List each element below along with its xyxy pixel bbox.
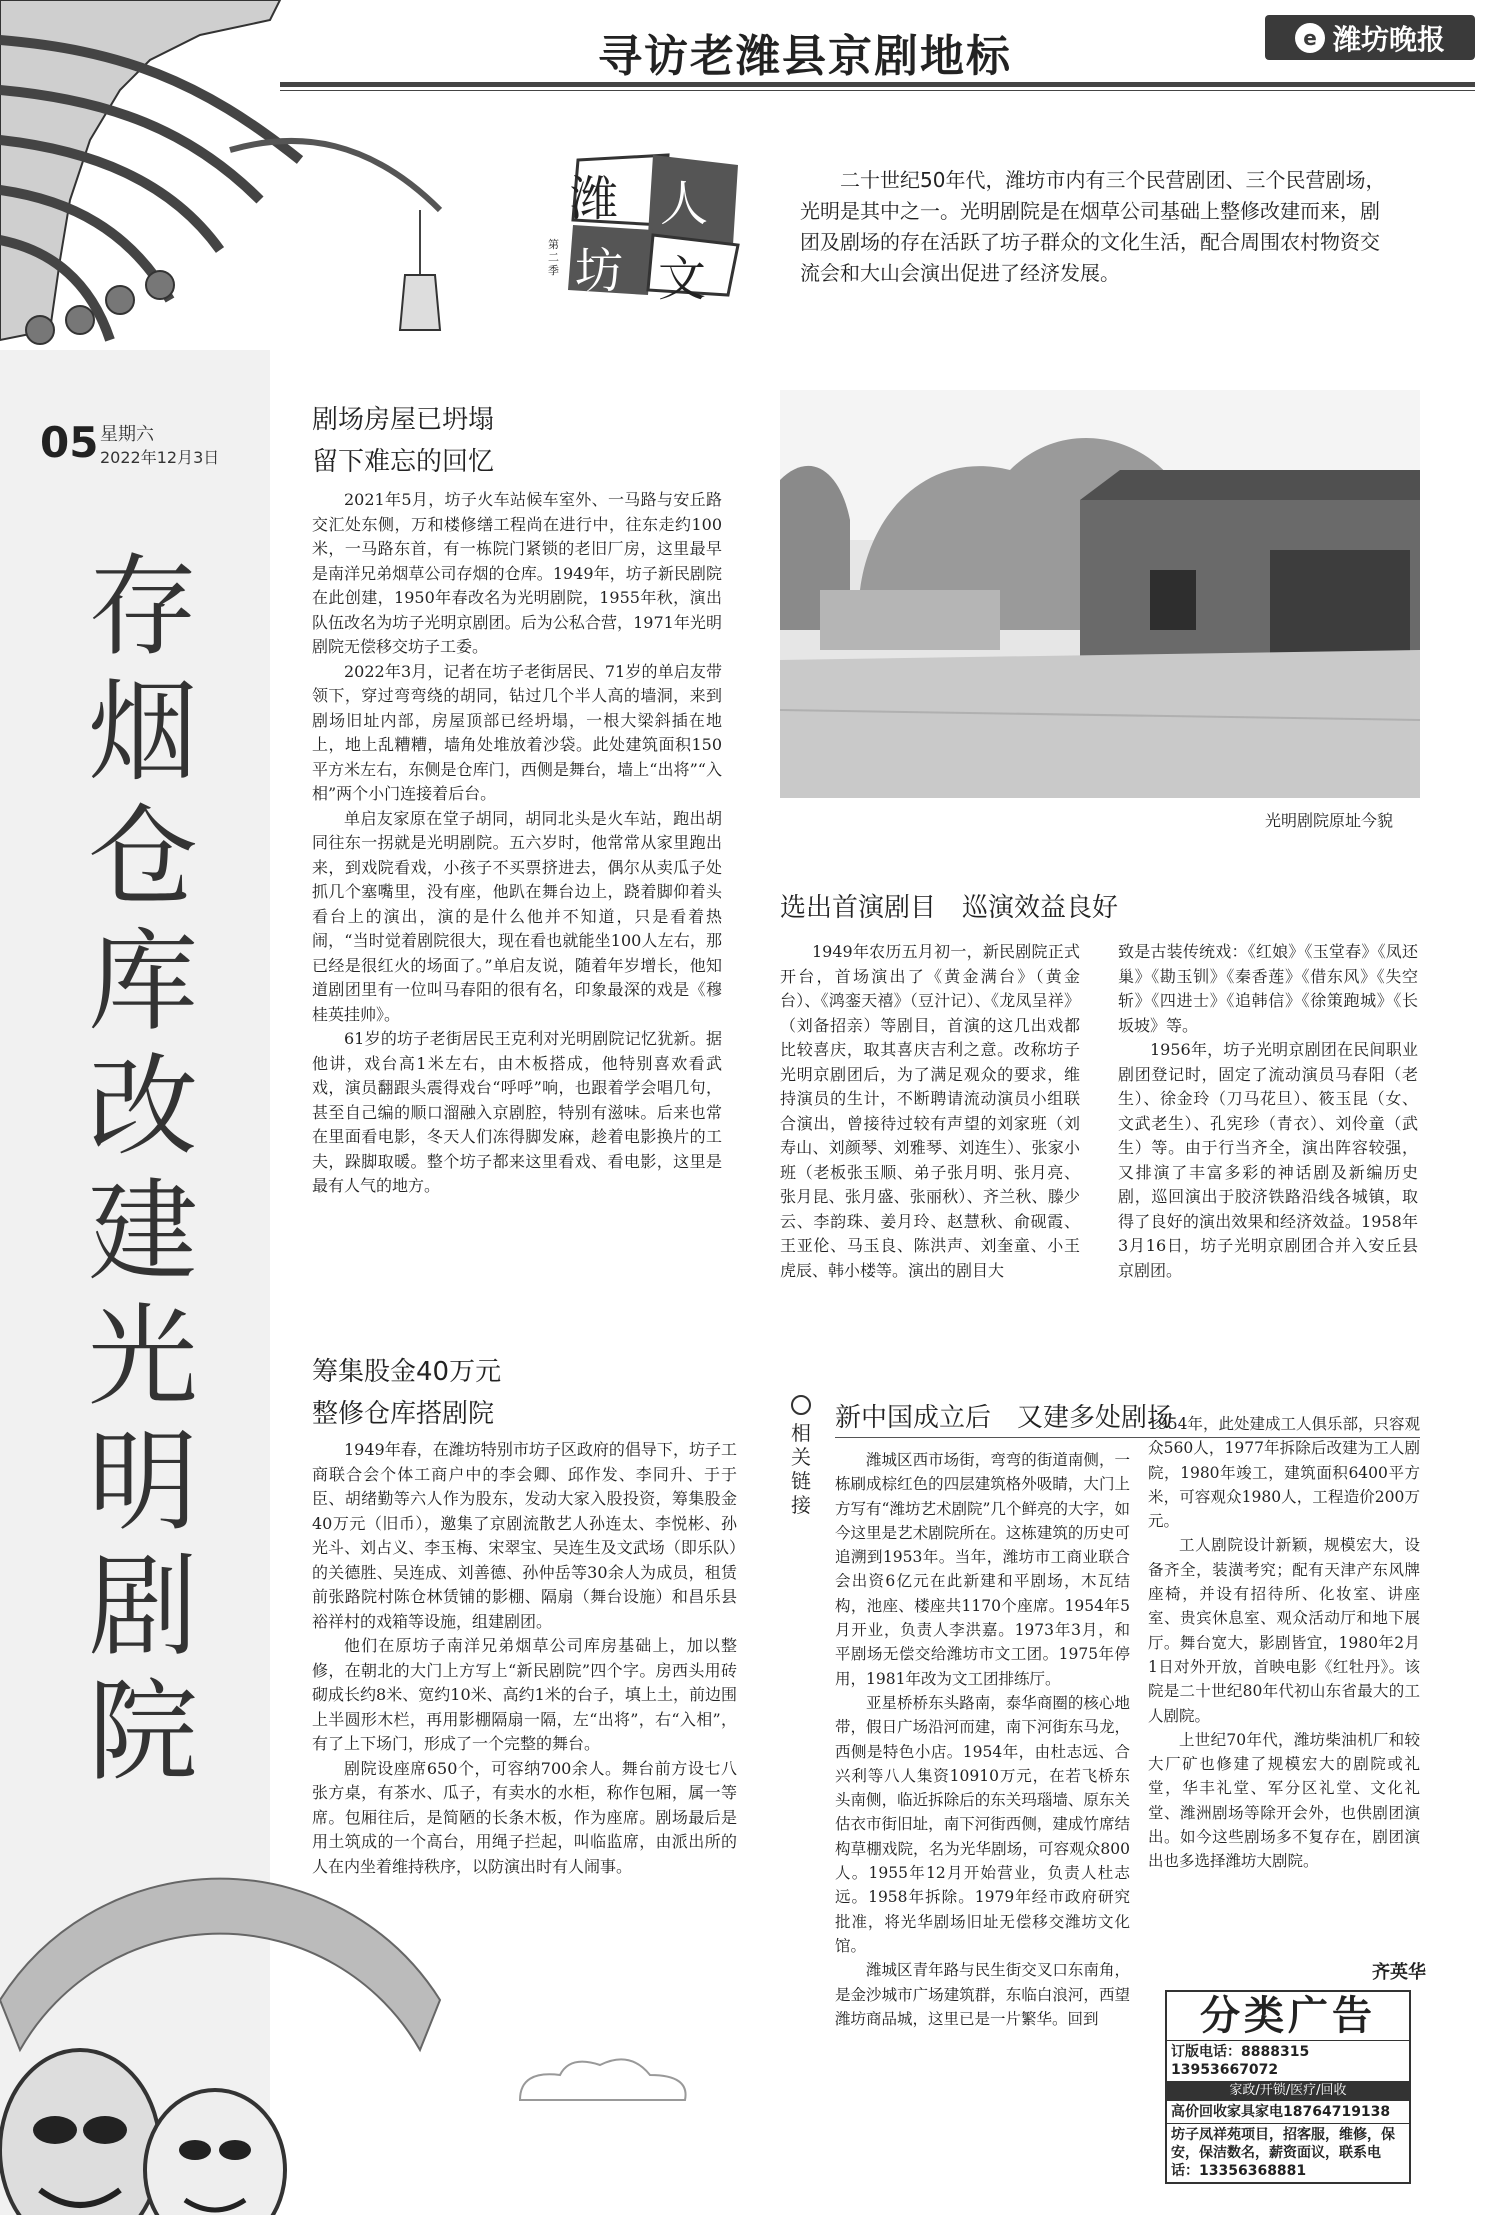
headline-char: 改 bbox=[88, 1043, 198, 1171]
section2-heading-line2: 整修仓库搭剧院 bbox=[312, 1399, 495, 1429]
cloud-ornament bbox=[510, 2050, 700, 2120]
opera-mask-illustration bbox=[0, 1850, 460, 2215]
related-col2 bbox=[1148, 1412, 1420, 1874]
related-link-char: 相 bbox=[791, 1421, 811, 1445]
column-logo-char: 潍 bbox=[570, 171, 619, 227]
paragraph: 工人剧院设计新颖，规模宏大，设备齐全，装潢考究；配有天津产东风牌座椅，并设有招待所、化妆室、讲座室、贵宾休息室、观众活动厅和地下展厅。舞台宽大，影剧皆宜，1980年2月1日对外开放，首映电影《红牡丹》。该院是二十世纪80年代初山东省最大的工人剧院。 bbox=[1148, 1536, 1420, 1725]
ad-title: 分类广告 bbox=[1200, 1993, 1376, 2039]
paragraph: 1956年，坊子光明京剧团在民间职业剧团登记时，固定了流动演员马春阳（老生）、徐金玲（刀马花旦）、筱玉昆（女、文武老生）、孔宪珍（青衣）、刘伶童（武生）等。由于行当齐全，演出阵容较强，又排演了丰富多彩的神话剧及新编历史剧，巡回演出于胶济铁路沿线各城镇，取得了良好的演出效果和经济效益。1958年3月16日，坊子光明京剧团合并入安丘县京剧团。 bbox=[1118, 1040, 1418, 1280]
paragraph: 单启友家原在堂子胡同，胡同北头是火车站，跑出胡同往东一拐就是光明剧院。五六岁时，他常常从家里跑出来，到戏院看戏，小孩子不买票挤进去，偶尔从卖瓜子处抓几个塞嘴里，没有座，他趴在舞台边上，跷着脚仰着头看台上的演出，演的是什么他并不知道，只是看着热闹，“当时觉着剧院很大，现在看也就能坐100人左右，那已经是很红火的场面了。”单启友说，随着年岁增长，他知道剧团里有一位叫马春阳的很有名，印象最深的戏是《穆桂英挂帅》。 bbox=[312, 808, 722, 1024]
section2-body bbox=[312, 1438, 737, 1879]
main-headline bbox=[68, 545, 218, 1795]
logo-e-icon: e bbox=[1295, 23, 1325, 53]
paragraph: 2021年5月，坊子火车站候车室外、一马路与安丘路交汇处东侧，万和楼修缮工程尚在进行中，往东走约100米，一马路东首，有一栋院门紧锁的老旧厂房，这里最早是南洋兄弟烟草公司存烟的仓库。1949年，坊子新民剧院在此创建，1950年春改名为光明剧院，1955年秋，演出队伍改名为坊子光明京剧团。后为公私合营，1971年光明剧院无偿移交坊子工委。 bbox=[312, 490, 722, 656]
section2-heading-line1: 筹集股金40万元 bbox=[312, 1357, 502, 1387]
paragraph: 潍城区青年路与民生街交叉口东南角，是金沙城市广场建筑群，东临白浪河，西望潍坊商品城，这里已是一片繁华。回到 bbox=[835, 1961, 1130, 2028]
author-byline: 齐英华 bbox=[1372, 1962, 1426, 1983]
related-link-char: 链 bbox=[791, 1469, 811, 1493]
paragraph: 剧院设座席650个，可容纳700余人。舞台前方设七八张方桌，有茶水、瓜子，有卖水的水柜，称作包厢，属一等席。包厢往后，是简陋的长条木板，作为座席。剧场最后是用土筑成的一个高台，用绳子拦起，叫临监席，由派出所的人在内坐着维持秩序，以防演出时有人闹事。 bbox=[312, 1758, 737, 1876]
related-heading: 新中国成立后 又建多处剧场 bbox=[835, 1403, 1174, 1433]
section1-heading-line1: 剧场房屋已坍塌 bbox=[312, 405, 495, 435]
weekday: 星期六 bbox=[100, 424, 154, 445]
section-banner-title: 寻访老潍县京剧地标 bbox=[598, 31, 1012, 82]
ad-categories bbox=[1167, 2081, 1409, 2101]
ad-hotline: 订版电话：8888315 13953667072 bbox=[1167, 2040, 1409, 2081]
paragraph: 1949年春，在潍坊特别市坊子区政府的倡导下，坊子工商联合会个体工商户中的李会卿、邱作发、李同升、于于臣、胡绪勤等六人作为股东，发动大家入股投资，筹集股金40万元（旧币），邀集了京剧流散艺人孙连太、李悦彬、孙光斗、刘占义、李玉梅、宋翠宝、吴连生及文武场（即乐队）的关德胜、吴连成、刘善德、孙仲岳等30余人为成员，租赁前张路院村陈仓林赁铺的影棚、隔扇（舞台设施）和昌乐县裕祥村的戏箱等设施，组建剧团。 bbox=[312, 1440, 737, 1631]
roof-eave-illustration bbox=[0, 0, 460, 360]
headline-char: 库 bbox=[88, 918, 198, 1046]
related-link-char: 关 bbox=[791, 1445, 811, 1469]
related-link-char: 接 bbox=[791, 1493, 811, 1517]
page-number: 05 bbox=[40, 418, 99, 467]
headline-char: 剧 bbox=[88, 1543, 198, 1671]
related-col1 bbox=[835, 1448, 1130, 2031]
headline-char: 建 bbox=[88, 1168, 198, 1296]
newspaper-logo-text: 潍坊晚报 bbox=[1332, 22, 1445, 56]
paragraph: 致是古装传统戏：《红娘》《玉堂春》《凤还巢》《勘玉钏》《秦香莲》《借东风》《失空斩》《四进士》《追韩信》《徐策跑城》《长坂坡》等。 bbox=[1118, 942, 1418, 1035]
issue-date: 2022年12月3日 bbox=[100, 448, 220, 467]
headline-char: 明 bbox=[88, 1418, 198, 1546]
column-logo-char: 文 bbox=[658, 251, 707, 307]
paragraph: 潍城区西市场街，弯弯的街道南侧，一栋刷成棕红色的四层建筑格外吸睛，大门上方写有“潍坊艺术剧院”几个鲜亮的大字，如今这里是艺术剧院所在。这栋建筑的历史可追溯到1953年。当年，潍坊市工商业联合会出资6亿元在此新建和平剧场，木瓦结构，池座、楼座共1170个座席。1954年5月开业，负责人李洪嘉。1973年3月，和平剧场无偿交给潍坊市文工团。1975年停用，1981年改为文工团排练厅。 bbox=[835, 1451, 1130, 1688]
column-logo-char: 人 bbox=[660, 176, 709, 232]
paragraph: 上世纪70年代，潍坊柴油机厂和较大厂矿也修建了规模宏大的剧院或礼堂，华丰礼堂、军分区礼堂、文化礼堂、潍洲剧场等除开会外，也供剧团演出。如今这些剧场多不复存在，剧团演出也多选择潍坊大剧院。 bbox=[1148, 1730, 1420, 1871]
theater-site-photo bbox=[780, 390, 1420, 798]
photo-caption: 光明剧院原址今貌 bbox=[1265, 811, 1394, 830]
column-logo-char: 坊 bbox=[575, 243, 624, 299]
headline-char: 仓 bbox=[88, 793, 198, 921]
ad-line1: 高价回收家具家电18764719138 bbox=[1171, 2104, 1391, 2120]
ad-line2: 坊子凤祥苑项目，招客服，维修，保安，保洁数名，薪资面议，联系电话：13356368881 bbox=[1167, 2123, 1409, 2182]
newspaper-logo bbox=[1265, 15, 1475, 60]
column-logo-season: 第二季 bbox=[548, 238, 559, 277]
paragraph: 2022年3月，记者在坊子老街居民、71岁的单启友带领下，穿过弯弯绕的胡同，钻过几个半人高的墙洞，来到剧场旧址内部，房屋顶部已经坍塌，一根大梁斜插在地上，地上乱糟糟，墙角处堆放着沙袋。此处建筑面积150平方米左右，东侧是仓库门，西侧是舞台，墙上“出将”“入相”两个小门连接着后台。 bbox=[312, 661, 722, 803]
ad-categories-text: 家政/开锁/医疗/回收 bbox=[1229, 2083, 1347, 2098]
section3-heading: 选出首演剧目 巡演效益良好 bbox=[780, 893, 1119, 923]
section1-body bbox=[312, 488, 722, 1199]
headline-char: 院 bbox=[88, 1668, 198, 1796]
headline-char: 存 bbox=[88, 543, 198, 671]
article-intro: 二十世纪50年代，潍坊市内有三个民营剧团、三个民营剧场，光明是其中之一。光明剧院是在烟草公司基础上整修改建而来，剧团及剧场的存在活跃了坊子群众的文化生活，配合周围农村物资交流会和大山会演出促进了经济发展。 bbox=[800, 168, 1386, 285]
circle-icon bbox=[791, 1395, 811, 1415]
section3-col2 bbox=[1118, 940, 1418, 1283]
header-rule-thin bbox=[280, 90, 1475, 91]
headline-char: 光 bbox=[88, 1293, 198, 1421]
paragraph: 61岁的坊子老街居民王克利对光明剧院记忆犹新。据他讲，戏台高1米左右，由木板搭成，他特别喜欢看武戏，演员翻跟头震得戏台“呼呼”响，也跟着学会唱几句，甚至自己编的顺口溜融入京剧腔，特别有滋味。后来也常在里面看电影，冬天人们冻得脚发麻，趁着电影换片的工夫，跺脚取暖。整个坊子都来这里看戏、看电影，这里是最有人气的地方。 bbox=[312, 1029, 722, 1195]
paragraph: 1954年，此处建成工人俱乐部，只容观众560人，1977年拆除后改建为工人剧院，1980年竣工，建筑面积6400平方米，可容观众1980人，工程造价200万元。 bbox=[1148, 1415, 1420, 1531]
related-link-label bbox=[790, 1395, 812, 1517]
section3-col1: 1949年农历五月初一，新民剧院正式开台，首场演出了《黄金满台》（黄金台）、《鸿銮天禧》（豆汁记）、《龙凤呈祥》（刘备招亲）等剧目，首演的这几出戏都比较喜庆，取其喜庆吉利之意。改称坊子光明京剧团后，为了满足观众的要求，维持演员的生计，不断聘请流动演员小组联合演出，曾接待过较有声望的刘家班（刘寿山、刘颜琴、刘雅琴、刘连生）、张家小班（老板张玉顺、弟子张月明、张月亮、张月昆、张月盛、张丽秋）、齐兰秋、滕少云、李韵珠、姜月玲、赵慧秋、俞砚霞、王亚伦、马玉良、陈洪声、刘奎童、小王虎辰、韩小楼等。演出的剧目大 bbox=[780, 942, 1080, 1280]
section1-heading-line2: 留下难忘的回忆 bbox=[312, 447, 495, 477]
headline-char: 烟 bbox=[88, 668, 198, 796]
classified-ad bbox=[1165, 1990, 1411, 2184]
paragraph: 亚星桥桥东头路南，泰华商圈的核心地带，假日广场沿河而建，南下河街东马龙，西侧是特色小店。1954年，由杜志远、合兴利等八人集资10910万元，在若飞桥东头南侧，临近拆除后的东关玛瑙墙、原东关估衣市街旧址，南下河街西侧，建成竹席结构草棚戏院，名为光华剧场，可容观众800人。1955年12月开始营业，负责人杜志远。1958年拆除。1979年经市政府研究批准，将光华剧场旧址无偿移交潍坊文化馆。 bbox=[835, 1693, 1130, 1955]
paragraph: 他们在原坊子南洋兄弟烟草公司库房基础上，加以整修，在朝北的大门上方写上“新民剧院”四个字。房西头用砖砌成长约8米、宽约10米、高约1米的台子，填上土，前边围上半圆形木栏，再用影棚隔扇一隔，左“出将”，右“入相”，有了上下场门，形成了一个完整的舞台。 bbox=[312, 1636, 737, 1753]
header-rule bbox=[280, 82, 1475, 87]
